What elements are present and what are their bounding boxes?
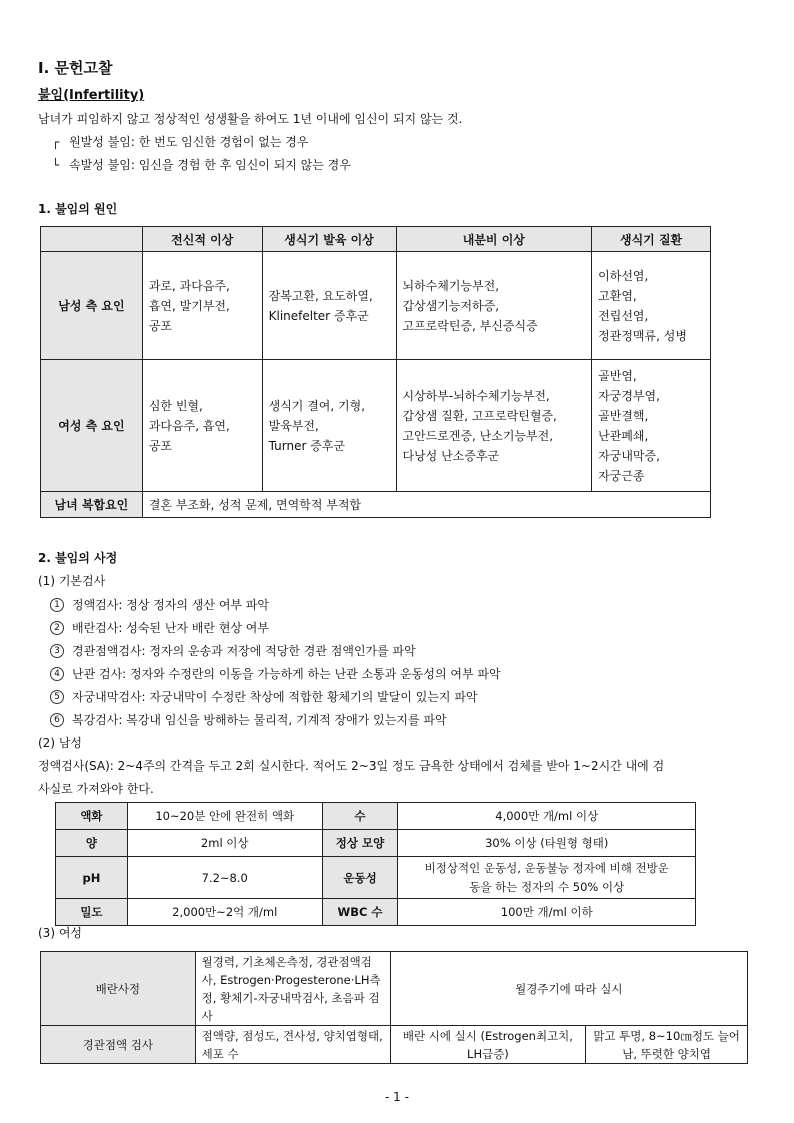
list-item: 6 복강검사: 복강내 임신을 방해하는 물리적, 기계적 장애가 있는지를 파악 [50,711,447,728]
param-value: 2ml 이상 [127,830,322,857]
table-row [56,803,696,830]
type-item [52,133,308,150]
type-text: 속발성 불임: 임신을 경험 한 후 임신이 되지 않는 경우 [69,158,351,172]
list-item: 1 정액검사: 정상 정자의 생산 여부 파악 [50,596,269,613]
table-cell: 이하선염, 고환염, 전립선염, 정관정맥류, 성병 [592,252,711,360]
basic-exam-title: (1) 기본검사 [38,574,106,588]
row-label: 남성 측 요인 [41,252,143,360]
bracket-glyph: ┌ [52,135,60,149]
exam-result: 맑고 투명, 8~10㎝정도 늘어남, 뚜렷한 양치엽 [586,1026,748,1064]
page-number: - 1 - [385,1090,409,1104]
exam-tests: 월경력, 기초체온측정, 경관점액검사, Estrogen·Progesterone·LH측정, 황체기-자궁내막검사, 초음파 검사 [195,952,390,1026]
header-cell: 내분비 이상 [396,227,592,252]
cause-table [40,226,711,518]
circled-number: 6 [50,713,64,727]
type-item [52,156,351,173]
param-label: pH [56,857,128,899]
list-item: 5 자궁내막검사: 자궁내막이 수정란 착상에 적합한 황체기의 발달이 있는지 파악 [50,688,478,705]
type-text: 원발성 불임: 한 번도 임신한 경험이 없는 경우 [69,135,309,149]
definition-text: 남녀가 피임하지 않고 정상적인 성생활을 하여도 1년 이내에 임신이 되지 않는 것. [38,112,463,126]
male-exam-text: 정액검사(SA): 2~4주의 간격을 두고 2회 실시한다. 적어도 2~3일 정도 금욕한 상태에서 검체를 받아 1~2시간 내에 검 [38,759,665,773]
param-value: 100만 개/ml 이하 [398,899,696,926]
param-value: 10~20분 안에 완전히 액화 [127,803,322,830]
param-value: 2,000만~2억 개/ml [127,899,322,926]
table-header-row [41,227,711,252]
table-cell: 골반염, 자궁경부염, 골반결핵, 난관폐쇄, 자궁내막증, 자궁근종 [592,360,711,492]
param-label: 운동성 [322,857,398,899]
page-title: Ⅰ. 문헌고찰 [38,59,113,77]
param-label: WBC 수 [322,899,398,926]
table-cell: 과로, 과다음주, 흡연, 발기부전, 공포 [142,252,262,360]
table-row [41,1026,748,1064]
male-exam-text: 사실로 가져와야 한다. [38,782,154,796]
table-cell: 잠복고환, 요도하열, Klinefelter 증후군 [262,252,396,360]
table-row [41,360,711,492]
param-label: 수 [322,803,398,830]
table-cell: 심한 빈혈, 과다음주, 흡연, 공포 [142,360,262,492]
header-cell: 전신적 이상 [142,227,262,252]
table-row [56,857,696,899]
table-row [41,952,748,1026]
exam-tests: 점액량, 점성도, 견사성, 양치엽형태, 세포 수 [195,1026,390,1064]
table-cell: 결혼 부조화, 성적 문제, 면역학적 부적합 [142,492,710,518]
row-label: 남녀 복합요인 [41,492,143,518]
section-2-title: 2. 불임의 사정 [38,551,118,565]
list-item: 2 배란검사: 성숙된 난자 배란 현상 여부 [50,619,269,636]
circled-number: 2 [50,621,64,635]
param-value: 비정상적인 운동성, 운동불능 정자에 비해 전방운동을 하는 정자의 수 50% 이상 [398,857,696,899]
section-subtitle: 불임(Infertility) [38,88,145,103]
table-row [41,492,711,518]
table-row [56,899,696,926]
exam-timing: 배란 시에 실시 (Estrogen최고치, LH급증) [390,1026,586,1064]
param-label: 밀도 [56,899,128,926]
bracket-glyph: └ [52,158,60,172]
semen-analysis-table [55,802,696,926]
circled-number: 3 [50,644,64,658]
list-item: 4 난관 검사: 정자와 수정란의 이동을 가능하게 하는 난관 소통과 운동성의 여부 파악 [50,665,501,682]
param-label: 정상 모양 [322,830,398,857]
param-value: 7.2~8.0 [127,857,322,899]
table-row [56,830,696,857]
list-item: 3 경관점액검사: 정자의 운송과 저장에 적당한 경관 점액인가를 파악 [50,642,416,659]
table-cell: 뇌하수체기능부전, 갑상샘기능저하증, 고프로락틴증, 부신증식증 [396,252,592,360]
circled-number: 1 [50,598,64,612]
table-cell: 시상하부-뇌하수체기능부전, 갑상샘 질환, 고프로락틴혈증, 고안드로겐증, 난소기능부전, 다낭성 난소증후군 [396,360,592,492]
section-1-title: 1. 불임의 원인 [38,202,118,216]
circled-number: 4 [50,667,64,681]
param-value: 4,000만 개/ml 이상 [398,803,696,830]
female-exam-title: (3) 여성 [38,926,82,940]
header-cell: 생식기 질환 [592,227,711,252]
exam-note: 월경주기에 따라 실시 [390,952,747,1026]
header-cell [41,227,143,252]
row-label: 여성 측 요인 [41,360,143,492]
param-label: 액화 [56,803,128,830]
header-cell: 생식기 발육 이상 [262,227,396,252]
circled-number: 5 [50,690,64,704]
param-value: 30% 이상 (타원형 형태) [398,830,696,857]
exam-label: 경관점액 검사 [41,1026,196,1064]
table-cell: 생식기 결여, 기형, 발육부전, Turner 증후군 [262,360,396,492]
param-label: 양 [56,830,128,857]
female-exam-table [40,951,748,1064]
male-exam-title: (2) 남성 [38,736,82,750]
table-row [41,252,711,360]
exam-label: 배란사정 [41,952,196,1026]
